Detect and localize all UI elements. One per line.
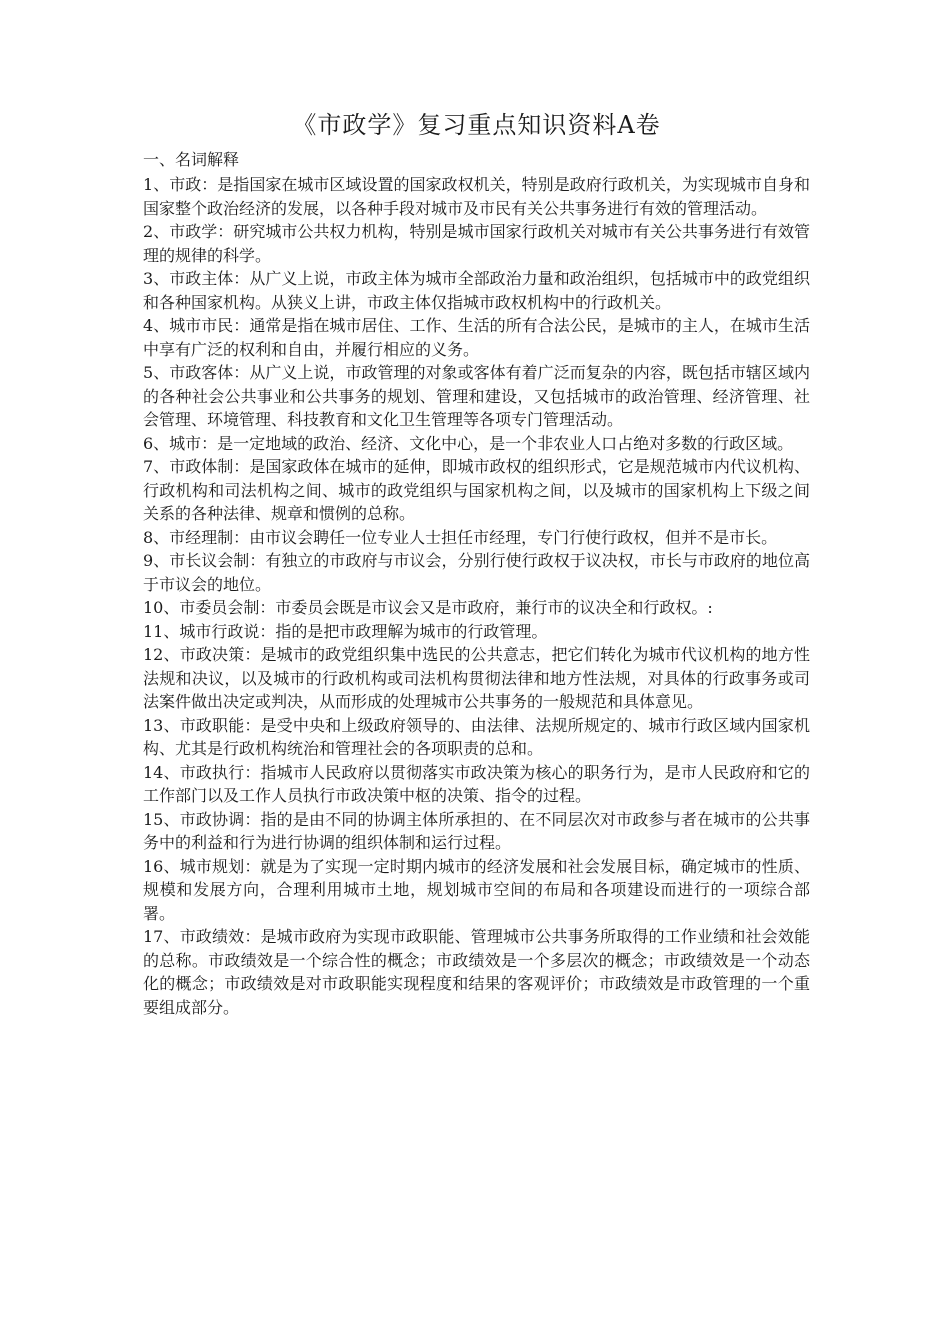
term-entry-9: 9、市长议会制：有独立的市政府与市议会，分别行使行政权于议决权，市长与市政府的地位高于市议会的地位。 [143, 551, 810, 594]
term-entry-12: 12、市政决策：是城市的政党组织集中选民的公共意志，把它们转化为城市代议机构的地方性法规和决议，以及城市的行政机构或司法机构贯彻法律和地方性法规，对具体的行政事务或司法案件做出决定或判决，从而形成的处理城市公共事务的一般规范和具体意见。 [143, 645, 810, 711]
term-entry-15: 15、市政协调：指的是由不同的协调主体所承担的、在不同层次对市政参与者在城市的公共事务中的利益和行为进行协调的组织体制和运行过程。 [143, 809, 810, 852]
term-entry-5: 5、市政客体：从广义上说，市政管理的对象或客体有着广泛而复杂的内容，既包括市辖区域内的各种社会公共事业和公共事务的规划、管理和建设，又包括城市的政治管理、经济管理、社会管理、环境管理、科技教育和文化卫生管理等各项专门管理活动。 [143, 363, 810, 429]
term-entry-13: 13、市政职能：是受中央和上级政府领导的、由法律、法规所规定的、城市行政区域内国家机构、尤其是行政机构统治和管理社会的各项职责的总和。 [143, 715, 810, 758]
term-entry-3: 3、市政主体：从广义上说，市政主体为城市全部政治力量和政治组织，包括城市中的政党组织和各种国家机构。从狭义上讲，市政主体仅指城市政权机构中的行政机关。 [143, 269, 810, 312]
term-entry-8: 8、市经理制：由市议会聘任一位专业人士担任市经理，专门行使行政权，但并不是市长。 [143, 527, 778, 547]
term-entry-1: 1、市政：是指国家在城市区域设置的国家政权机关，特别是政府行政机关，为实现城市自身和国家整个政治经济的发展，以各种手段对城市及市民有关公共事务进行有效的管理活动。 [143, 175, 810, 218]
term-entry-7: 7、市政体制：是国家政体在城市的延伸，即城市政权的组织形式，它是规范城市内代议机构、行政机构和司法机构之间、城市的政党组织与国家机构之间，以及城市的国家机构上下级之间关系的各种法律、规章和惯例的总称。 [143, 457, 810, 523]
term-entry-11: 11、城市行政说：指的是把市政理解为城市的行政管理。 [143, 621, 548, 641]
term-entry-17: 17、市政绩效：是城市政府为实现市政职能、管理城市公共事务所取得的工作业绩和社会效能的总称。市政绩效是一个综合性的概念；市政绩效是一个多层次的概念；市政绩效是一个动态化的概念；市政绩效是对市政职能实现程度和结果的客观评价；市政绩效是市政管理的一个重要组成部分。 [143, 927, 810, 1017]
document-title: 《市政学》复习重点知识资料A卷 [292, 111, 661, 139]
section-heading: 一、名词解释 [143, 150, 240, 169]
term-entry-14: 14、市政执行：指城市人民政府以贯彻落实市政决策为核心的职务行为，是市人民政府和它的工作部门以及工作人员执行市政决策中枢的决策、指令的过程。 [143, 762, 810, 805]
term-entry-2: 2、市政学：研究城市公共权力机构，特别是城市国家行政机关对城市有关公共事务进行有效管理的规律的科学。 [143, 222, 810, 265]
term-entry-4: 4、城市市民：通常是指在城市居住、工作、生活的所有合法公民，是城市的主人，在城市生活中享有广泛的权利和自由，并履行相应的义务。 [143, 316, 810, 359]
term-entry-16: 16、城市规划：就是为了实现一定时期内城市的经济发展和社会发展目标，确定城市的性质、规模和发展方向，合理利用城市土地，规划城市空间的布局和各项建设而进行的一项综合部署。 [143, 856, 810, 923]
term-entry-10: 10、市委员会制：市委员会既是市议会又是市政府，兼行市的议决全和行政权。: [143, 598, 713, 617]
term-entry-6: 6、城市：是一定地域的政治、经济、文化中心，是一个非农业人口占绝对多数的行政区域。 [143, 433, 794, 453]
